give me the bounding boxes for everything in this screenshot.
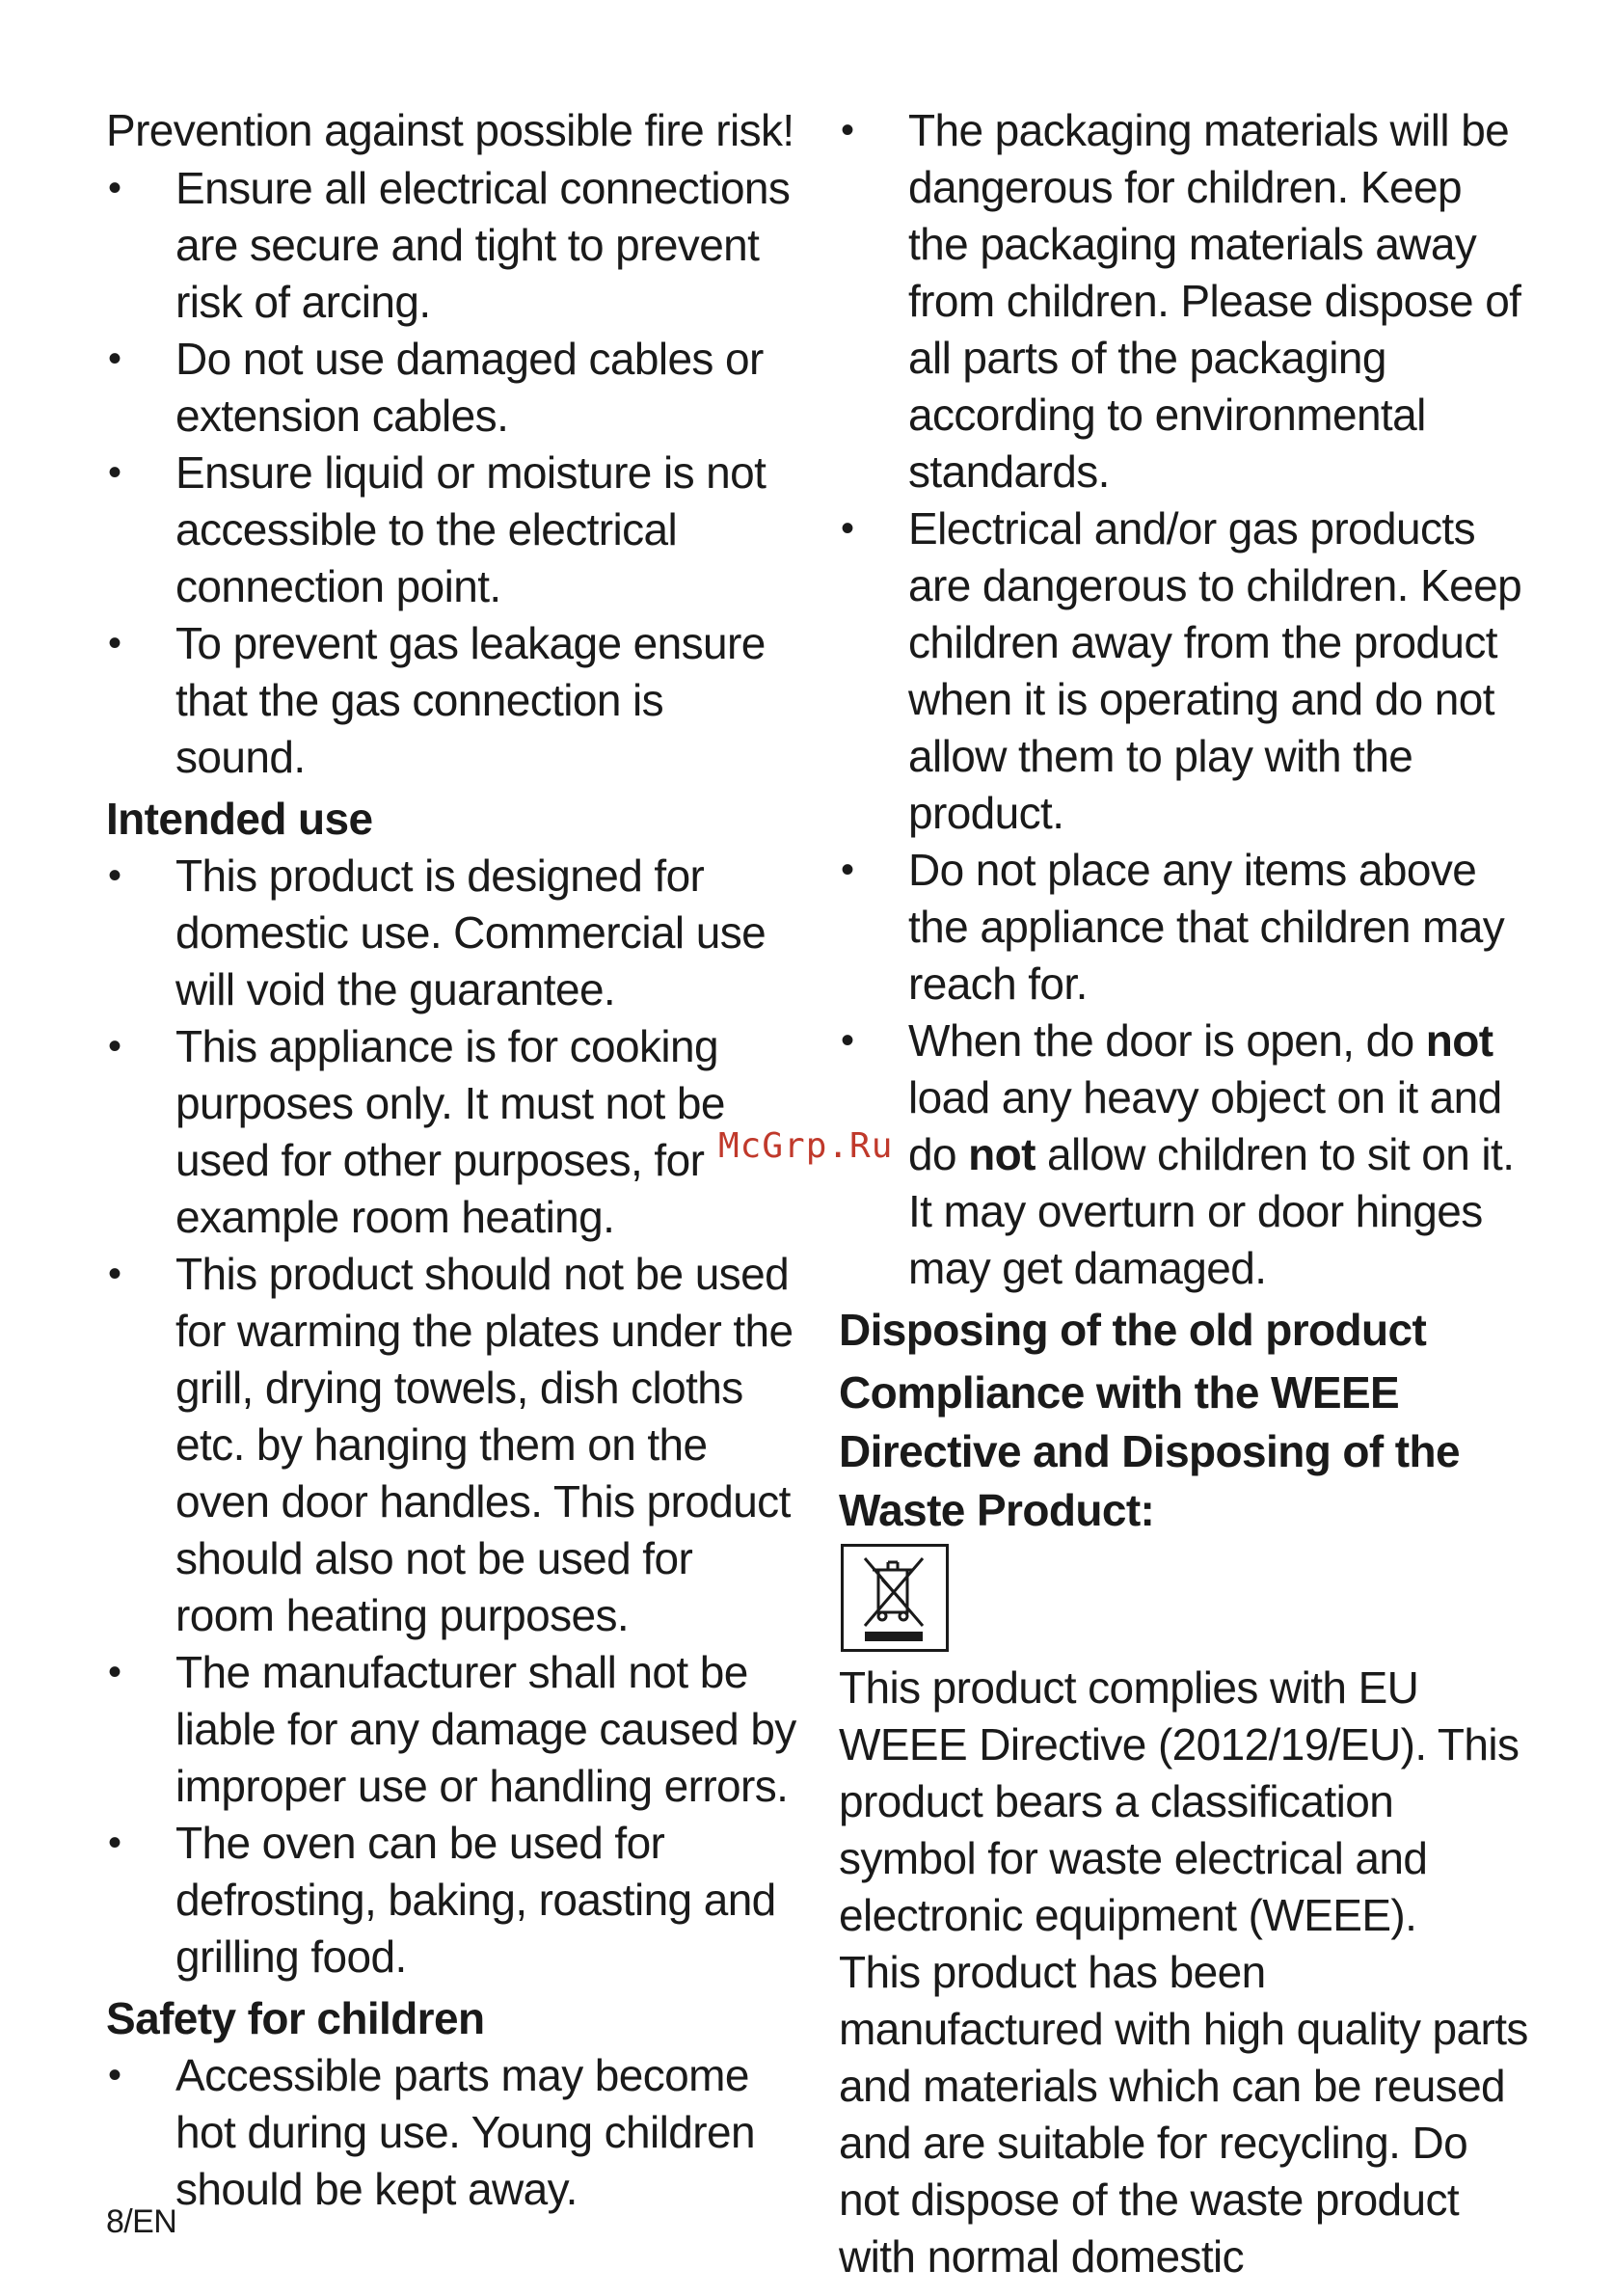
- safety-for-children-heading: Safety for children: [106, 1993, 485, 2043]
- page-number: 8/EN: [106, 2203, 177, 2240]
- list-item: • Accessible parts may become hot during use. Young children should be kept away.: [106, 2047, 800, 2218]
- crossed-out-wheelie-bin-icon: [841, 1544, 949, 1652]
- list-item: • This appliance is for cooking purposes only. It must not be used for other purposes, for example room heating.: [106, 1018, 800, 1246]
- list-item: • When the door is open, do not load any heavy object on it and do not allow children to sit on it. It may overturn or door hinges may get damaged.: [839, 1013, 1533, 1297]
- safety-children-list: [106, 2047, 800, 2218]
- weee-paragraph-1: This product complies with EU WEEE Directive (2012/19/EU). This product bears a classification symbol for waste electrical and electronic equipment (WEEE).: [839, 1662, 1520, 1940]
- list-item: • Do not place any items above the appliance that children may reach for.: [839, 842, 1533, 1013]
- bullet-icon: •: [108, 1025, 121, 1067]
- disposing-heading: Disposing of the old product: [839, 1305, 1427, 1355]
- intended-use-heading: Intended use: [106, 794, 373, 844]
- list-item: • Do not use damaged cables or extension cables.: [106, 331, 800, 445]
- bullet-icon: •: [841, 1019, 854, 1062]
- children-safety-list: [839, 102, 1533, 1297]
- fire-risk-list: [106, 160, 800, 786]
- bullet-icon: •: [108, 1253, 121, 1295]
- bullet-icon: •: [841, 109, 854, 151]
- list-item: • The packaging materials will be dangerous for children. Keep the packaging materials away from children. Please dispose of all parts of the packaging according to environmental standards.: [839, 102, 1533, 500]
- right-column: [839, 102, 1533, 2285]
- list-item: • Ensure liquid or moisture is not accessible to the electrical connection point.: [106, 445, 800, 615]
- bullet-icon: •: [108, 1651, 121, 1693]
- left-column: [106, 102, 800, 2218]
- bullet-icon: •: [108, 338, 121, 380]
- list-item: • The manufacturer shall not be liable for any damage caused by improper use or handling errors.: [106, 1644, 800, 1815]
- fire-risk-intro: Prevention against possible fire risk!: [106, 105, 794, 155]
- list-item: • This product is designed for domestic use. Commercial use will void the guarantee.: [106, 848, 800, 1018]
- bullet-icon: •: [841, 849, 854, 891]
- intended-use-list: [106, 848, 800, 1985]
- bullet-icon: •: [108, 451, 121, 494]
- emphasis-not: not: [968, 1129, 1036, 1179]
- bullet-icon: •: [841, 507, 854, 550]
- list-item: • To prevent gas leakage ensure that the gas connection is sound.: [106, 615, 800, 786]
- bullet-icon: •: [108, 622, 121, 664]
- watermark-text: McGrp.Ru: [718, 1126, 894, 1166]
- list-item: • This product should not be used for warming the plates under the grill, drying towels, dish cloths etc. by hanging them on the oven door handles. This product should also not be used for room heating purposes.: [106, 1246, 800, 1644]
- bullet-icon: •: [108, 1822, 121, 1864]
- list-item: • Ensure all electrical connections are secure and tight to prevent risk of arcing.: [106, 160, 800, 331]
- list-item: • The oven can be used for defrosting, baking, roasting and grilling food.: [106, 1815, 800, 1985]
- emphasis-not: not: [1425, 1015, 1493, 1066]
- weee-compliance-heading: Compliance with the WEEE Directive and Disposing of the Waste Product:: [839, 1367, 1460, 1535]
- weee-paragraph-2: This product has been manufactured with high quality parts and materials which can be reused and are suitable for recycling. Do not dispose of the waste product with normal domestic: [839, 1947, 1528, 2282]
- bullet-icon: •: [108, 854, 121, 897]
- list-item: • Electrical and/or gas products are dangerous to children. Keep children away from the product when it is operating and do not allow them to play with the product.: [839, 500, 1533, 842]
- bullet-icon: •: [108, 2054, 121, 2096]
- bullet-icon: •: [108, 167, 121, 209]
